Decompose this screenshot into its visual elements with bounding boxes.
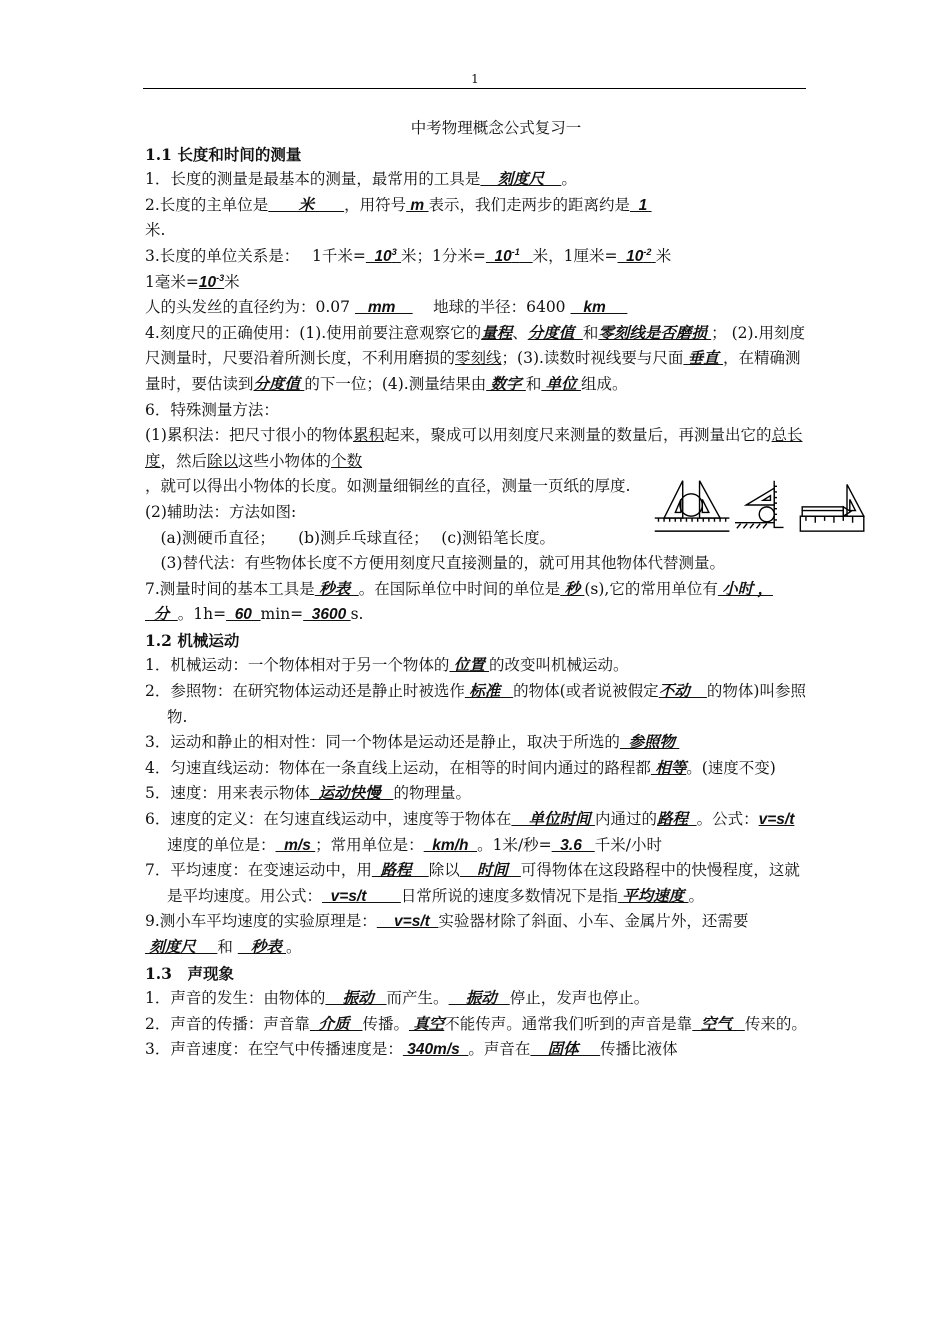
paragraph (145, 321, 807, 398)
text: 米 (224, 272, 240, 291)
answer: 固体 (530, 1041, 601, 1059)
answer: v=s/t (322, 887, 401, 905)
underlined-text: 个数 (331, 451, 363, 470)
paragraph (145, 858, 807, 909)
text: 米. (145, 221, 166, 240)
text: 。 (688, 886, 704, 905)
answer: 340m/s (402, 1041, 469, 1059)
exponent: -2 (643, 246, 652, 257)
item-number: 5． (145, 784, 171, 803)
text: 地球的半径：6400 (412, 298, 571, 317)
paragraph (145, 577, 807, 628)
text: 。1米/秒= (477, 835, 552, 854)
answer: 1 (630, 196, 652, 214)
answer: 参照物 (619, 734, 680, 752)
text: 10 (198, 273, 217, 291)
paragraph (145, 679, 807, 730)
exponent: -3 (216, 272, 225, 283)
answer: 垂直 (683, 350, 724, 368)
answer: 单位 (541, 375, 581, 393)
answer: 振动 (448, 990, 510, 1008)
item-number: 2． (145, 1014, 171, 1033)
item-number: 4． (145, 758, 171, 777)
answer: 数字 (486, 375, 526, 393)
underlined-text: 累积 (352, 426, 384, 445)
text: 和 (525, 374, 542, 393)
text: 的改变叫机械运动。 (489, 656, 629, 675)
text: 米 (655, 246, 672, 265)
text: 机械运动：一个物体相对于另一个物体的 (170, 656, 450, 675)
text: 除以 (428, 861, 460, 880)
text: 。 (286, 938, 302, 956)
answer: 标准 (464, 683, 514, 701)
section-heading-1-2: 1.2 机械运动 (145, 630, 240, 650)
answer: 小时 ， (717, 580, 773, 598)
text: 实验器材除了斜面、小车、金属片外，还需要 (438, 912, 749, 931)
text: 停止，发声也停止。 (509, 989, 650, 1008)
answer: m (406, 196, 429, 214)
text: 而产生。 (386, 989, 449, 1008)
answer: 分度值 (527, 324, 583, 342)
text: 千米/小时 (594, 835, 662, 854)
text: 1．长度的测量是最基本的测量，最常用的工具是 (145, 170, 481, 189)
answer: 介质 (309, 1015, 363, 1033)
text: 声音的传播：声音靠 (170, 1014, 310, 1033)
text: 不能传声。通常我们听到的声音是靠 (444, 1014, 693, 1033)
text: 的物理量。 (393, 784, 471, 803)
text: 。在国际单位中时间的单位是 (358, 579, 561, 598)
item-number: 3． (145, 1040, 171, 1059)
text: 内通过的 (594, 810, 657, 829)
text: 。声音在 (468, 1040, 531, 1059)
answer: 空气 (692, 1015, 745, 1033)
answer: 相等 (650, 759, 687, 777)
item-number: 3． (145, 733, 171, 752)
text: ，然后 (160, 451, 208, 470)
underlined-text: 除以 (207, 451, 239, 470)
paragraph: (2)辅助法：方法如图: (145, 502, 297, 521)
ball-diameter-diagram (735, 481, 784, 529)
text: ，就可以得出小物体的长度。如测量细铜丝的直径，测量一页纸的厚度. (145, 477, 631, 496)
text: 7.测量时间的基本工具是 (145, 579, 315, 598)
paragraph (145, 730, 807, 756)
text: 这些小物体的 (238, 451, 332, 470)
answer: 刻度尺 (480, 171, 562, 189)
text: s. (350, 605, 364, 624)
paragraph: (a)测硬币直径； (b)测乒乓球直径； (c)测铅笔长度。 (145, 528, 556, 547)
answer (199, 274, 224, 291)
text: 9.测小车平均速度的实验原理是： (145, 912, 377, 931)
answer: km (570, 299, 628, 317)
section-heading-1-1: 1.1 长度和时间的测量 (145, 144, 302, 164)
text: 平均速度：在变速运动中，用 (170, 861, 372, 880)
text: ，用符号 (344, 195, 407, 214)
text: 。公式： (696, 810, 759, 829)
paragraph (145, 756, 807, 782)
text: 传播。 (362, 1014, 409, 1033)
text: 运动和静止的相对性：同一个物体是运动还是静止，取决于所选的 (170, 733, 620, 752)
answer: km/h (423, 836, 478, 854)
answer: 60 (226, 606, 261, 624)
text: 10 (617, 247, 644, 265)
answer: 秒表 (237, 939, 287, 956)
text: 的物体)叫参照物. (167, 682, 806, 726)
answer: mm (354, 299, 413, 317)
paragraph (145, 1037, 807, 1063)
text: 的下一位；(4).测量结果由 (304, 374, 487, 393)
answer: 路程 (371, 862, 429, 880)
paragraph (145, 781, 807, 807)
text: 2.长度的主单位是 (145, 195, 269, 214)
text: (s),它的常用单位有 (584, 579, 718, 598)
section-heading-1-3: 1.3 声现象 (145, 963, 234, 983)
answer: 路程 (656, 811, 697, 829)
underlined-text: 总长度 (145, 426, 803, 470)
text: 1毫米= (145, 272, 199, 291)
text: 人的头发丝的直径约为：0.07 (145, 298, 355, 317)
text: 米，1厘米= (532, 246, 618, 265)
text: 。1h= (177, 605, 227, 624)
text: 速度的单位是： (167, 835, 276, 854)
paragraph (145, 653, 807, 679)
item-number: 7． (145, 861, 171, 880)
text: 4.刻度尺的正确使用：(1).使用前要注意观察它的 (145, 323, 482, 342)
text: 米；1分米= (401, 246, 486, 265)
text: 声音速度：在空气中传播速度是： (170, 1040, 403, 1059)
pencil-length-diagram (800, 484, 863, 531)
coin-diameter-diagram (655, 481, 730, 531)
answer (366, 248, 401, 265)
answer: 位置 (449, 657, 490, 675)
header-rule (143, 88, 806, 89)
text: 日常所说的速度多数情况下是指 (400, 886, 618, 905)
text: 、 (512, 323, 528, 342)
answer: 零刻线是否磨损 (598, 324, 712, 342)
text: 的物体(或者说被假定 (513, 682, 659, 701)
text: 10 (485, 247, 512, 265)
text: 。(速度不变) (686, 758, 776, 777)
document-title: 中考物理概念公式复习一 (410, 119, 582, 137)
text: 声音的发生：由物体的 (170, 989, 326, 1008)
text: 起来，聚成可以用刻度尺来测量的数量后，再测量出它的 (383, 426, 772, 445)
text: ，在精确测量时，要估读到 (145, 349, 801, 393)
paragraph (145, 986, 807, 1012)
answer: 不动 (658, 683, 707, 701)
text: 和 (582, 323, 599, 342)
item-number: 6． (145, 810, 171, 829)
answer: 米 (268, 196, 345, 214)
answer: 振动 (325, 990, 387, 1008)
paragraph (145, 244, 807, 270)
underlined-text: 零刻线 (455, 349, 502, 368)
answer: 分度值 (253, 375, 305, 393)
answer: 单位时间 (511, 811, 595, 829)
paragraph: 6．特殊测量方法： (145, 400, 279, 419)
text: ；(3).读数时视线要与尺面 (501, 349, 684, 368)
paragraph: (3)替代法：有些物体长度不方便用刻度尺直接测量的，就可用其他物体代替测量。 (145, 554, 725, 573)
text: 匀速直线运动：物体在一条直线上运动，在相等的时间内通过的路程都 (170, 758, 651, 777)
text: 和 (217, 938, 238, 956)
page-number: 1 (471, 72, 479, 86)
answer (486, 248, 533, 265)
paragraph (145, 909, 807, 960)
paragraph (145, 295, 807, 321)
text: 10 (365, 247, 392, 265)
paragraph (145, 1012, 807, 1038)
item-number: 2． (145, 682, 171, 701)
answer: 分 (145, 606, 178, 624)
text: 参照物：在研究物体运动还是静止时被选作 (170, 682, 465, 701)
text: 传播比液体 (600, 1040, 678, 1059)
answer: 运动快慢 (309, 785, 394, 803)
answer: 真空 (408, 1015, 445, 1033)
text: min= (260, 605, 304, 624)
answer: 量程 (481, 324, 513, 342)
text: 可得物体在这段路程中的快慢程度，这就是平均速度。用公式： (167, 861, 800, 905)
paragraph (145, 193, 807, 244)
answer: 刻度尺 (145, 939, 218, 956)
answer: 3600 (303, 606, 351, 624)
answer: 时间 (459, 862, 521, 880)
text: 速度：用来表示物体 (170, 784, 310, 803)
text: (1)累积法：把尺寸很小的物体 (145, 426, 353, 445)
answer: m/s (275, 836, 316, 854)
item-number: 1． (145, 989, 171, 1008)
measurement-diagram (648, 477, 878, 533)
text: 。 (561, 170, 577, 189)
paragraph (145, 807, 807, 858)
paragraph (145, 167, 807, 193)
answer: 3.6 (551, 836, 595, 854)
answer: v=s/t (376, 913, 439, 931)
exponent: 3 (391, 246, 397, 257)
text: ；常用单位是： (315, 835, 424, 854)
text: ； (2).用刻度尺测量时，尺要沿着所测长度，不利用磨损的 (145, 323, 805, 368)
answer: 秒表 (314, 580, 359, 598)
text: 3.长度的单位关系是： 1千米= (145, 246, 366, 265)
answer: v=s/t (758, 811, 795, 829)
text: 速度的定义：在匀速直线运动中，速度等于物体在 (170, 810, 512, 829)
text: 组成。 (580, 374, 628, 393)
exponent: -1 (511, 246, 520, 257)
answer: 秒 (560, 580, 585, 598)
text: 表示，我们走两步的距离约是 (428, 195, 631, 214)
text: 传来的。 (744, 1014, 807, 1033)
document-body (145, 116, 807, 1063)
answer: 平均速度 (617, 887, 689, 905)
item-number: 1． (145, 656, 171, 675)
paragraph (145, 270, 807, 296)
answer (618, 248, 656, 265)
